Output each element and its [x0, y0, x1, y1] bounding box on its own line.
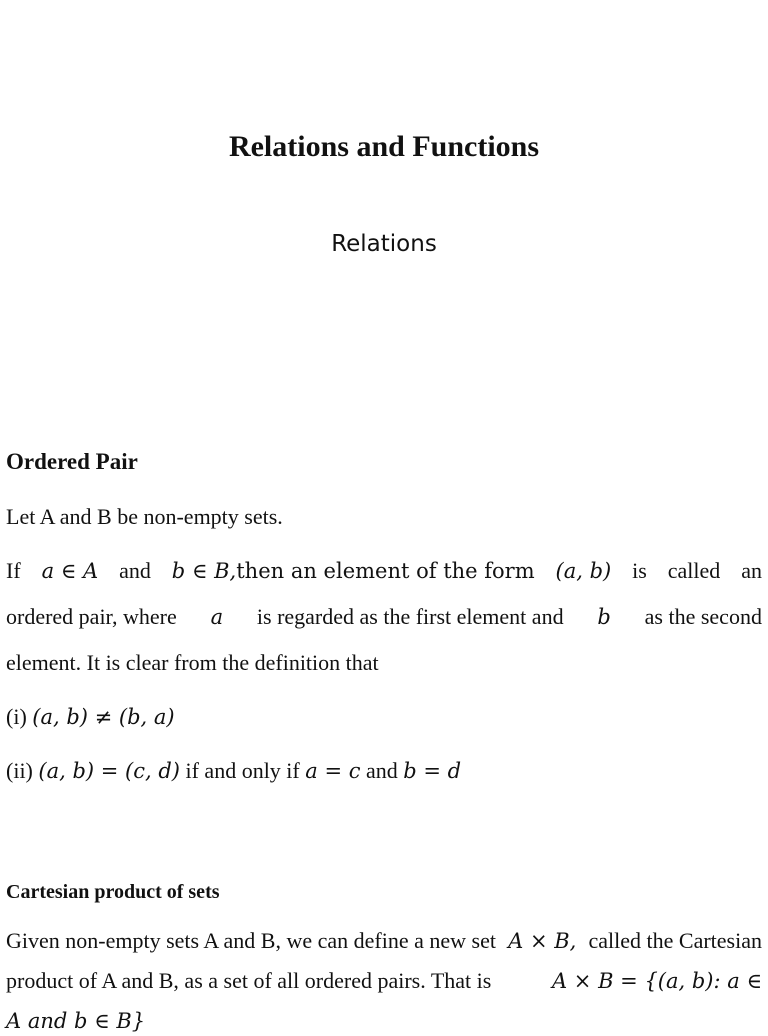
word-is: is — [632, 558, 647, 583]
math-b-eq-d: b = d — [403, 759, 462, 783]
math-a: a — [210, 605, 224, 629]
cartesian-heading: Cartesian product of sets — [6, 881, 220, 903]
paragraph-element-clear: element. It is clear from the definition that — [6, 650, 379, 675]
math-a-eq-c: a = c — [305, 759, 361, 783]
word-called: called — [667, 558, 721, 583]
text-ordered-pair-where: ordered pair, where — [6, 604, 177, 629]
list-label-ii: (ii) — [6, 758, 33, 783]
text-if-and-only-if: if and only if — [185, 758, 300, 783]
word-and: and — [119, 558, 151, 583]
paragraph-let-sets: Let A and B be non-empty sets. — [6, 504, 283, 529]
text-called-cartesian: called the Cartesian — [588, 928, 762, 953]
text-product-of: product of A and B, as a set of all ordered pairs. That is — [6, 968, 492, 993]
list-item-ii — [6, 756, 461, 786]
paragraph-if-line — [6, 556, 762, 586]
text-given-sets: Given non-empty sets A and B, we can define a new set — [6, 928, 496, 953]
math-a-times-b: A × B, — [508, 929, 577, 953]
paragraph-cartesian-line2 — [6, 966, 762, 996]
math-b-in-B-then: b ∈ B,then an element of the form — [171, 559, 535, 583]
paragraph-ordered-pair-line — [6, 602, 762, 632]
text-and: and — [365, 758, 398, 783]
math-a-in-A: a ∈ A — [41, 559, 99, 583]
math-ab-neq-ba: (a, b) ≠ (b, a) — [32, 705, 175, 729]
math-a-and-b-in-B: A and b ∈ B} — [6, 1009, 146, 1033]
math-ab: (a, b) — [555, 559, 612, 583]
list-label-i: (i) — [6, 704, 27, 729]
word-an: an — [741, 558, 762, 583]
ordered-pair-heading: Ordered Pair — [6, 449, 138, 474]
text-as-second: as the second — [644, 604, 762, 629]
word-if: If — [6, 558, 21, 583]
math-b: b — [597, 605, 611, 629]
text-first-element: is regarded as the first element and — [256, 604, 564, 629]
page-title: Relations and Functions — [228, 130, 540, 163]
list-item-i — [6, 702, 175, 732]
math-cartesian-def: A × B = {(a, b): a ∈ — [551, 969, 762, 993]
paragraph-cartesian-line3 — [6, 1006, 145, 1036]
math-ab-eq-cd: (a, b) = (c, d) — [38, 759, 180, 783]
section-subtitle: Relations — [331, 231, 437, 257]
paragraph-cartesian-line1 — [6, 926, 762, 956]
